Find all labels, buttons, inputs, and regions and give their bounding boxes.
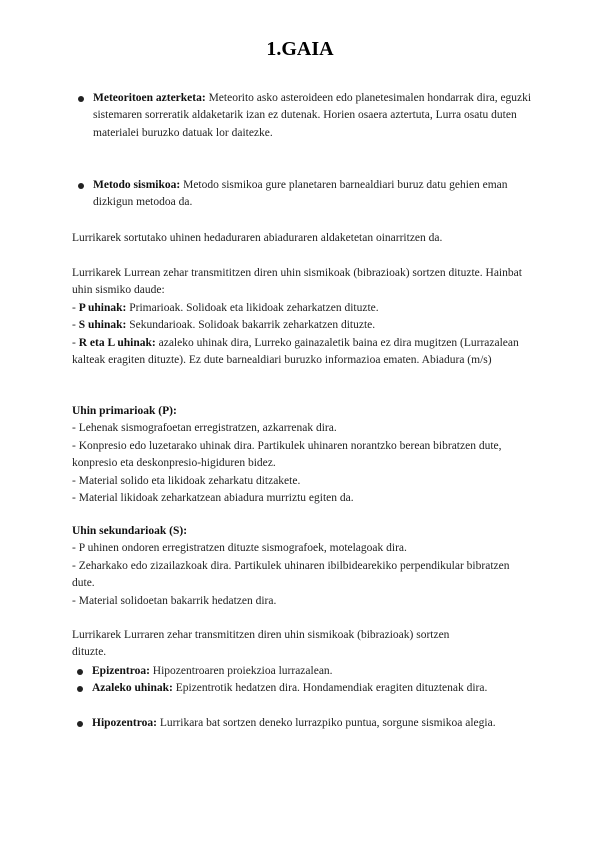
secondary-item: - Material solidoetan bakarrik hedatzen dira. [72, 594, 277, 607]
term-item [92, 663, 510, 680]
wave-types-section [72, 265, 532, 369]
term-label: Epizentroa: [92, 665, 150, 677]
method-label: Metodo sismikoa: [93, 179, 181, 191]
secondary-item: - Zeharkako edo zizailazkoak dira. Partikulek uhinaren ibilbidearekiko perpendikular bibratzen dute. [72, 559, 510, 590]
method-item [93, 90, 533, 142]
primary-waves-section [72, 403, 532, 507]
primary-item: - Konpresio edo luzetarako uhinak dira. Partikulek uhinaren norantzko berean bibratzen dute, konpresio eta deskonpresio-higiduren bidez. [72, 439, 502, 470]
wave-type-item: - R eta L uhinak: azaleko uhinak dira, Lurreko gainazaletik baina ez dira mugitzen (Lurrazalean kalteak eragiten dituzte). Ez dute barnealdiari buruzko informazioa ematen. Abiadura (m/s) [72, 336, 519, 367]
wave-type-item: - S uhinak: Sekundarioak. Solidoak bakarrik zeharkatzen dituzte. [72, 319, 376, 332]
wave-type-item: - P uhinak: Primarioak. Solidoak eta likidoak zeharkatzen dituzte. [72, 301, 379, 314]
secondary-heading: Uhin sekundarioak (S): [72, 525, 188, 537]
method-item [93, 177, 533, 212]
term-label: Azaleko uhinak: [92, 682, 173, 694]
paragraph-intro: Lurrikarek Lurrean zehar transmititzen diren uhin sismikoak (bibrazioak) sortzen dituzte. Hainbat uhin sismiko daude: [72, 267, 522, 297]
bullet-icon [78, 183, 84, 189]
wave-type-text: Primarioak. Solidoak eta likidoak zeharkatzen dituzte. [129, 301, 379, 314]
method-label: Meteoritoen azterketa: [93, 92, 206, 104]
term-item [92, 715, 510, 732]
wave-type-text: azaleko uhinak dira, Lurreko gainazaletik baina ez dira mugitzen (Lurrazalean kalteak eragiten dituzte). Ez dute barnealdiari buruzko informazioa ematen. Abiadura (m/s) [72, 336, 519, 367]
wave-type-label: P uhinak: [78, 301, 127, 314]
bullet-icon [77, 721, 83, 727]
term-text: Lurrikara bat sortzen deneko lurrazpiko puntua, sorgune sismikoa alegia. [159, 717, 496, 729]
term-text: Hipozentroaren proiekzioa lurrazalean. [152, 665, 333, 677]
paragraph-basis: Lurrikarek sortutako uhinen hedaduraren abiaduraren aldaketetan oinarritzen da. [72, 232, 443, 244]
primary-item: - Material solido eta likidoak zeharkatu ditzakete. [72, 474, 301, 487]
page-title: 1.GAIA [266, 38, 334, 60]
wave-type-label: S uhinak: [78, 319, 127, 332]
wave-type-text: Sekundarioak. Solidoak bakarrik zeharkatzen dituzte. [129, 319, 376, 332]
secondary-item: - P uhinen ondoren erregistratzen dituzte sismografoek, motelagoak dira. [72, 542, 407, 555]
primary-heading: Uhin primarioak (P): [72, 405, 177, 417]
term-label: Hipozentroa: [92, 717, 157, 729]
primary-item: - Lehenak sismografoetan erregistratzen, azkarrenak dira. [72, 422, 337, 435]
wave-type-label: R eta L uhinak: [78, 336, 156, 349]
method-text: Meteorito asko asteroideen edo planetesimalen hondarrak dira, eguzki sistemaren sorreratik aldaketarik izan ez dutenak. Horien osaera aztertuta, Lurra osatu duten materialei buruzko datuak lor daitezke. [93, 92, 532, 139]
bullet-icon [77, 686, 83, 692]
primary-item: - Material likidoak zeharkatzean abiadura murriztu egiten da. [72, 492, 354, 505]
term-text: Epizentrotik hedatzen dira. Hondamendiak eragiten dituztenak dira. [175, 682, 488, 694]
term-item [92, 680, 510, 697]
bullet-icon [77, 669, 83, 675]
bullet-icon [78, 96, 84, 102]
method-text: Metodo sismikoa gure planetaren barnealdiari buruz datu gehien eman dizkigun metodoa da. [93, 179, 508, 209]
paragraph-transmission: Lurrikarek Lurraren zehar transmititzen diren uhin sismikoak (bibrazioak) sortzen dituzte. [72, 629, 450, 659]
secondary-waves-section [72, 523, 532, 610]
